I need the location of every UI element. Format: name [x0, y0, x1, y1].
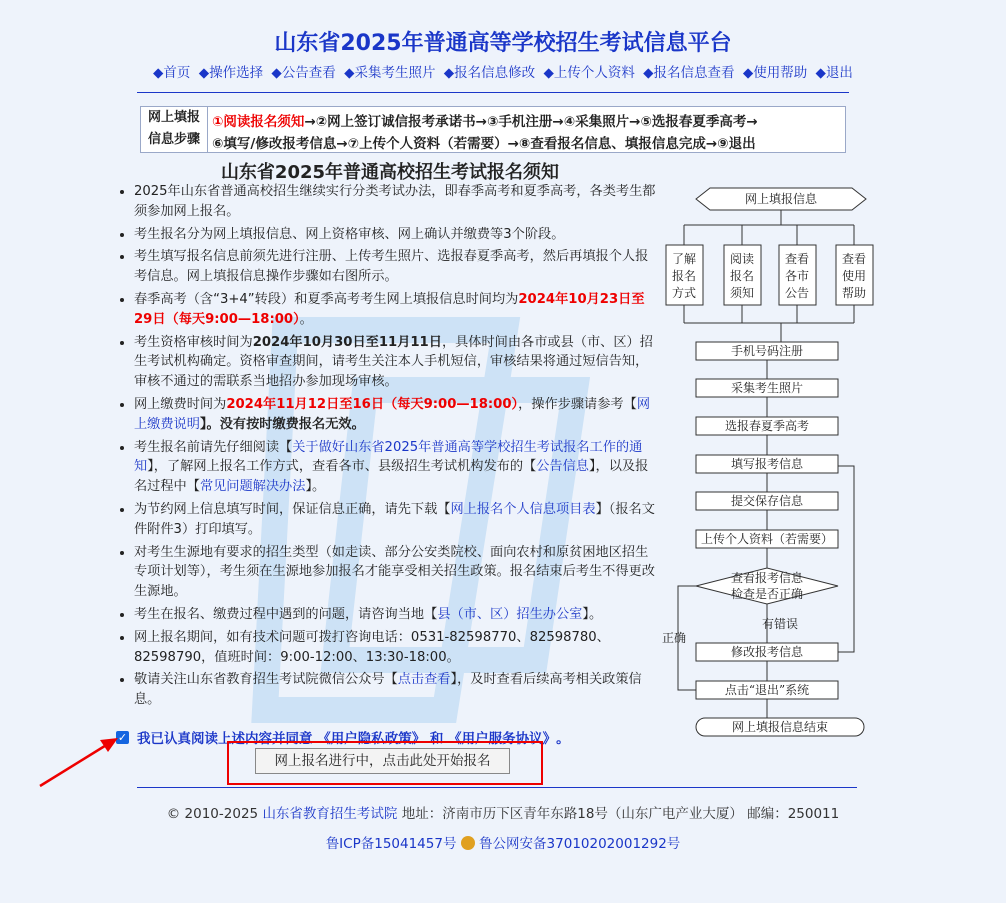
svg-text:阅读: 阅读 — [729, 252, 755, 266]
svg-text:了解: 了解 — [671, 252, 697, 266]
agreement-row: ✓ 我已认真阅读上述内容并同意 《用户隐私政策》 和 《用户服务协议》 。 — [116, 727, 570, 747]
svg-text:选报春夏季高考: 选报春夏季高考 — [724, 419, 810, 433]
announcement-link[interactable]: 公告信息 — [536, 459, 589, 475]
svg-text:手机号码注册: 手机号码注册 — [730, 344, 804, 358]
list-item: • 2025年山东省普通高校招生继续实行分类考试办法，即春季高考和夏季高考，各类考生都须参加网上报名。 — [134, 182, 660, 222]
steps-line-2: ⑥填写/修改报考信息→⑦上传个人资料（若需要）→⑧查看报名信息、填报信息完成→⑨退出 — [212, 136, 756, 152]
list-item: • 敬请关注山东省教育招生考试院微信公众号【点击查看】，及时查看后续高考相关政策信息。 — [134, 670, 660, 710]
list-item: • 网上缴费时间为2024年11月12日至16日（每天9:00—18:00），操作步骤请参考【网上缴费说明】。没有按时缴费报名无效。 — [134, 395, 660, 435]
police-record-link[interactable]: 鲁公网安备37010202001292号 — [479, 836, 681, 852]
nav-operation[interactable]: ◆操作选择 — [198, 65, 264, 81]
nav-help[interactable]: ◆使用帮助 — [742, 65, 808, 81]
start-registration-button[interactable]: 网上报名进行中，点击此处开始报名 — [255, 748, 510, 774]
nav-upload[interactable]: ◆上传个人资料 — [543, 65, 635, 81]
svg-text:提交保存信息: 提交保存信息 — [730, 494, 804, 508]
list-item: • 对考生生源地有要求的招生类型（如走读、部分公安类院校、面向农村和原贫困地区招生专项计划等），考生须在生源地参加报名才能享受相关招生政策。报名结束后考生不得更改生源地。 — [134, 543, 660, 602]
faq-link[interactable]: 常见问题解决办法 — [199, 479, 306, 495]
divider — [137, 92, 849, 93]
svg-text:上传个人资料（若需要）: 上传个人资料（若需要） — [700, 532, 834, 546]
icp-link[interactable]: 鲁ICP备15041457号 — [325, 836, 457, 852]
agree-checkbox[interactable]: ✓ — [117, 730, 128, 744]
svg-text:报名: 报名 — [729, 269, 755, 283]
flowchart — [660, 185, 880, 745]
info-form-link[interactable]: 网上报名个人信息项目表 — [450, 501, 596, 517]
svg-text:检查是否正确: 检查是否正确 — [730, 587, 804, 601]
footer-line-1: © 2010-2025 山东省教育招生考试院 地址：济南市历下区青年东路18号（山东广电产业大厦） 邮编：250011 — [166, 806, 840, 822]
steps-label: 网上填报 信息步骤 — [141, 107, 208, 152]
list-item: • 考生在报名、缴费过程中遇到的问题，请咨询当地【县（市、区）招生办公室】。 — [134, 605, 660, 625]
nav-announcements[interactable]: ◆公告查看 — [271, 65, 336, 81]
list-item: • 考生填写报名信息前须先进行注册、上传考生照片、选报春夏季高考，然后再填报个人报考信息。网上填报信息操作步骤如右图所示。 — [134, 247, 660, 287]
list-item: • 春季高考（含“3+4”转段）和夏季高考考生网上填报信息时间均为2024年10月23日至29日（每天9:00—18:00）。 — [134, 290, 660, 330]
red-arrow-annotation — [36, 734, 126, 794]
nav-edit-info[interactable]: ◆报名信息修改 — [443, 65, 536, 81]
notice-body — [112, 182, 660, 713]
list-item: • 考生报名分为网上填报信息、网上资格审核、网上确认并缴费等3个阶段。 — [134, 225, 660, 245]
nav-exit[interactable]: ◆退出 — [815, 65, 853, 81]
list-item: • 考生资格审核时间为2024年10月30日至11月11日，具体时间由各市或县（市、区）招生考试机构确定。资格审查期间，请考生关注本人手机短信，审核结果将通过短信告知，审核不通过的需联系当地招办参加现场审核。 — [134, 333, 660, 392]
payment-guide-link[interactable]: 网上缴费说明 — [134, 396, 650, 432]
footer-line-2 — [0, 832, 1006, 852]
svg-text:须知: 须知 — [729, 286, 755, 300]
svg-text:正确: 正确 — [662, 631, 687, 645]
org-link[interactable]: 山东省教育招生考试院 — [262, 806, 398, 822]
svg-text:查看报考信息: 查看报考信息 — [730, 571, 804, 585]
svg-text:帮助: 帮助 — [841, 286, 867, 300]
fc-start: 网上填报信息 — [744, 192, 818, 206]
top-nav — [0, 61, 1006, 81]
nav-home[interactable]: ◆首页 — [153, 65, 191, 81]
service-agreement-link[interactable]: 《用户服务协议》 — [448, 731, 557, 747]
notice-title: 山东省2025年普通高校招生考试报名须知 — [220, 162, 560, 183]
nav-photo[interactable]: ◆采集考生照片 — [344, 65, 436, 81]
svg-text:网上填报信息结束: 网上填报信息结束 — [731, 720, 829, 734]
privacy-policy-link[interactable]: 《用户隐私政策》 — [317, 731, 426, 747]
list-item: • 网上报名期间，如有技术问题可拨打咨询电话：0531-82598770、82598780、82598790，值班时间：9:00-12:00、13:30-18:00。 — [134, 628, 660, 668]
svg-text:修改报考信息: 修改报考信息 — [730, 645, 804, 659]
wechat-link[interactable]: 点击查看 — [397, 672, 451, 688]
svg-text:采集考生照片: 采集考生照片 — [730, 381, 804, 395]
county-office-link[interactable]: 县（市、区）招生办公室 — [437, 606, 583, 622]
svg-text:各市: 各市 — [784, 269, 810, 283]
list-item: • 为节约网上信息填写时间，保证信息正确，请先下载【网上报名个人信息项目表】（报名文件附件3）打印填写。 — [134, 500, 660, 540]
steps-box — [140, 106, 846, 153]
list-item: • 考生报名前请先仔细阅读【关于做好山东省2025年普通高等学校招生考试报名工作的通知】，了解网上报名工作方式，查看各市、县级招生考试机构发布的【公告信息】，以及报名过程中【常见问题解决办法】。 — [134, 438, 660, 497]
svg-text:报名: 报名 — [671, 269, 697, 283]
svg-text:方式: 方式 — [671, 286, 697, 300]
svg-text:公告: 公告 — [784, 286, 810, 300]
steps-line-1: ①阅读报名须知→②网上签订诚信报考承诺书→③手机注册→④采集照片→⑤选报春夏季高考→ — [212, 114, 758, 130]
page-title: 山东省2025年普通高等学校招生考试信息平台 — [274, 31, 732, 56]
svg-text:使用: 使用 — [841, 269, 867, 283]
divider — [137, 787, 857, 788]
svg-text:查看: 查看 — [784, 252, 810, 266]
svg-text:点击“退出”系统: 点击“退出”系统 — [724, 683, 810, 697]
police-badge-icon — [461, 836, 475, 850]
nav-view-info[interactable]: ◆报名信息查看 — [643, 65, 735, 81]
notification-link[interactable]: 关于做好山东省2025年普通高等学校招生考试报名工作的通知 — [134, 439, 643, 475]
svg-text:有错误: 有错误 — [761, 617, 799, 631]
svg-text:填写报考信息: 填写报考信息 — [730, 457, 804, 471]
svg-text:查看: 查看 — [841, 252, 867, 266]
